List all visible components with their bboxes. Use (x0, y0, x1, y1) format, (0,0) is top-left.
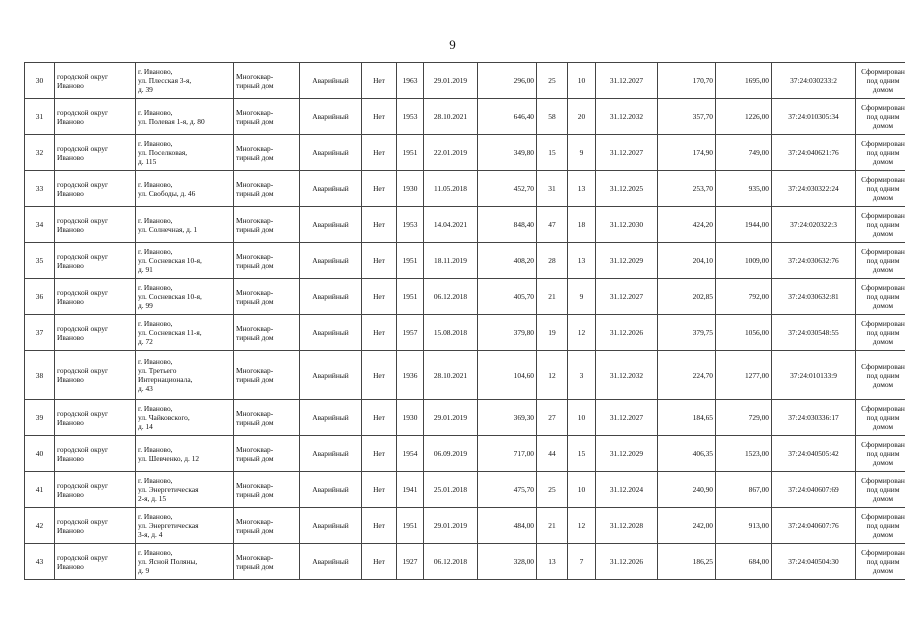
total-area-cell: 475,70 (478, 472, 537, 508)
table-row (25, 207, 905, 243)
total-area-cell: 452,70 (478, 171, 537, 207)
address-cell: г. Иваново, ул. Шевченко, д. 12 (136, 436, 234, 472)
row-number-cell: 39 (25, 400, 55, 436)
address-cell: г. Иваново, ул. Энергетическая 2-я, д. 15 (136, 472, 234, 508)
recognition-date-cell: 25.01.2018 (424, 472, 478, 508)
cadastral-number-cell: 37:24:040504:30 (772, 544, 856, 580)
residents-count-cell: 15 (537, 135, 568, 171)
table-row (25, 315, 905, 351)
flag-value-cell: Нет (362, 436, 397, 472)
land-area-cell: 1523,00 (716, 436, 772, 472)
area-value-cell: 357,70 (658, 99, 716, 135)
units-count-cell: 9 (568, 279, 596, 315)
residents-count-cell: 21 (537, 508, 568, 544)
residents-count-cell: 12 (537, 351, 568, 400)
address-cell: г. Иваново, ул. Плесская 3-я, д. 39 (136, 63, 234, 99)
building-type-cell: Многоквар- тирный дом (234, 63, 300, 99)
flag-value-cell: Нет (362, 508, 397, 544)
condition-status-cell: Аварийный (300, 508, 362, 544)
construction-year-cell: 1927 (397, 544, 424, 580)
flag-value-cell: Нет (362, 171, 397, 207)
table-row (25, 279, 905, 315)
resettlement-deadline-cell: 31.12.2029 (596, 243, 658, 279)
construction-year-cell: 1963 (397, 63, 424, 99)
municipality-cell: городской округ Иваново (55, 207, 136, 243)
municipality-cell: городской округ Иваново (55, 351, 136, 400)
total-area-cell: 349,80 (478, 135, 537, 171)
municipality-cell: городской округ Иваново (55, 315, 136, 351)
row-number-cell: 34 (25, 207, 55, 243)
condition-status-cell: Аварийный (300, 135, 362, 171)
cadastral-number-cell: 37:24:030632:81 (772, 279, 856, 315)
address-cell: г. Иваново, ул. Солнечная, д. 1 (136, 207, 234, 243)
address-cell: г. Иваново, ул. Свободы, д. 46 (136, 171, 234, 207)
table-row (25, 400, 905, 436)
land-plot-status-cell: Сформирован под одним домом (856, 436, 905, 472)
land-area-cell: 1695,00 (716, 63, 772, 99)
land-plot-status-cell: Сформирован под одним домом (856, 279, 905, 315)
table-row (25, 544, 905, 580)
condition-status-cell: Аварийный (300, 436, 362, 472)
municipality-cell: городской округ Иваново (55, 99, 136, 135)
land-plot-status-cell: Сформирован под одним домом (856, 135, 905, 171)
area-value-cell: 242,00 (658, 508, 716, 544)
building-type-cell: Многоквар- тирный дом (234, 436, 300, 472)
recognition-date-cell: 28.10.2021 (424, 351, 478, 400)
total-area-cell: 104,60 (478, 351, 537, 400)
cadastral-number-cell: 37:24:040621:76 (772, 135, 856, 171)
building-type-cell: Многоквар- тирный дом (234, 279, 300, 315)
area-value-cell: 424,20 (658, 207, 716, 243)
total-area-cell: 408,20 (478, 243, 537, 279)
land-area-cell: 1226,00 (716, 99, 772, 135)
residents-count-cell: 28 (537, 243, 568, 279)
municipality-cell: городской округ Иваново (55, 279, 136, 315)
row-number-cell: 42 (25, 508, 55, 544)
flag-value-cell: Нет (362, 207, 397, 243)
emergency-housing-table (24, 62, 905, 580)
land-plot-status-cell: Сформирован под одним домом (856, 99, 905, 135)
address-cell: г. Иваново, ул. Третьего Интернационала, д. 43 (136, 351, 234, 400)
recognition-date-cell: 06.09.2019 (424, 436, 478, 472)
units-count-cell: 12 (568, 508, 596, 544)
municipality-cell: городской округ Иваново (55, 135, 136, 171)
residents-count-cell: 31 (537, 171, 568, 207)
units-count-cell: 10 (568, 472, 596, 508)
construction-year-cell: 1951 (397, 508, 424, 544)
municipality-cell: городской округ Иваново (55, 400, 136, 436)
condition-status-cell: Аварийный (300, 315, 362, 351)
land-area-cell: 792,00 (716, 279, 772, 315)
residents-count-cell: 44 (537, 436, 568, 472)
residents-count-cell: 13 (537, 544, 568, 580)
land-plot-status-cell: Сформирован под одним домом (856, 544, 905, 580)
cadastral-number-cell: 37:24:020322:3 (772, 207, 856, 243)
resettlement-deadline-cell: 31.12.2032 (596, 99, 658, 135)
land-plot-status-cell: Сформирован под одним домом (856, 400, 905, 436)
condition-status-cell: Аварийный (300, 171, 362, 207)
cadastral-number-cell: 37:24:030336:17 (772, 400, 856, 436)
flag-value-cell: Нет (362, 99, 397, 135)
building-type-cell: Многоквар- тирный дом (234, 400, 300, 436)
page-number: 9 (449, 37, 456, 52)
building-type-cell: Многоквар- тирный дом (234, 135, 300, 171)
address-cell: г. Иваново, ул. Ясной Поляны, д. 9 (136, 544, 234, 580)
area-value-cell: 406,35 (658, 436, 716, 472)
building-type-cell: Многоквар- тирный дом (234, 351, 300, 400)
resettlement-deadline-cell: 31.12.2029 (596, 436, 658, 472)
residents-count-cell: 21 (537, 279, 568, 315)
residents-count-cell: 58 (537, 99, 568, 135)
recognition-date-cell: 22.01.2019 (424, 135, 478, 171)
construction-year-cell: 1953 (397, 207, 424, 243)
construction-year-cell: 1951 (397, 243, 424, 279)
cadastral-number-cell: 37:24:040607:69 (772, 472, 856, 508)
building-type-cell: Многоквар- тирный дом (234, 207, 300, 243)
building-type-cell: Многоквар- тирный дом (234, 243, 300, 279)
land-plot-status-cell: Сформирован под одним домом (856, 351, 905, 400)
condition-status-cell: Аварийный (300, 544, 362, 580)
row-number-cell: 30 (25, 63, 55, 99)
municipality-cell: городской округ Иваново (55, 243, 136, 279)
area-value-cell: 253,70 (658, 171, 716, 207)
construction-year-cell: 1941 (397, 472, 424, 508)
row-number-cell: 37 (25, 315, 55, 351)
condition-status-cell: Аварийный (300, 279, 362, 315)
address-cell: г. Иваново, ул. Чайковского, д. 14 (136, 400, 234, 436)
building-type-cell: Многоквар- тирный дом (234, 99, 300, 135)
table-row (25, 472, 905, 508)
condition-status-cell: Аварийный (300, 99, 362, 135)
units-count-cell: 13 (568, 171, 596, 207)
residents-count-cell: 25 (537, 63, 568, 99)
units-count-cell: 13 (568, 243, 596, 279)
total-area-cell: 717,00 (478, 436, 537, 472)
table-row (25, 508, 905, 544)
address-cell: г. Иваново, ул. Сосневская 10-я, д. 91 (136, 243, 234, 279)
resettlement-deadline-cell: 31.12.2026 (596, 315, 658, 351)
units-count-cell: 7 (568, 544, 596, 580)
recognition-date-cell: 29.01.2019 (424, 63, 478, 99)
land-plot-status-cell: Сформирован под одним домом (856, 243, 905, 279)
residents-count-cell: 47 (537, 207, 568, 243)
construction-year-cell: 1957 (397, 315, 424, 351)
land-plot-status-cell: Сформирован под одним домом (856, 207, 905, 243)
land-plot-status-cell: Сформирован под одним домом (856, 171, 905, 207)
municipality-cell: городской округ Иваново (55, 472, 136, 508)
land-area-cell: 935,00 (716, 171, 772, 207)
recognition-date-cell: 18.11.2019 (424, 243, 478, 279)
flag-value-cell: Нет (362, 351, 397, 400)
building-type-cell: Многоквар- тирный дом (234, 508, 300, 544)
construction-year-cell: 1936 (397, 351, 424, 400)
residents-count-cell: 27 (537, 400, 568, 436)
land-plot-status-cell: Сформирован под одним домом (856, 63, 905, 99)
row-number-cell: 40 (25, 436, 55, 472)
flag-value-cell: Нет (362, 472, 397, 508)
table-row (25, 99, 905, 135)
cadastral-number-cell: 37:24:040607:76 (772, 508, 856, 544)
table-row (25, 63, 905, 99)
cadastral-number-cell: 37:24:010305:34 (772, 99, 856, 135)
row-number-cell: 43 (25, 544, 55, 580)
row-number-cell: 36 (25, 279, 55, 315)
recognition-date-cell: 14.04.2021 (424, 207, 478, 243)
land-area-cell: 684,00 (716, 544, 772, 580)
row-number-cell: 33 (25, 171, 55, 207)
condition-status-cell: Аварийный (300, 351, 362, 400)
land-area-cell: 867,00 (716, 472, 772, 508)
recognition-date-cell: 29.01.2019 (424, 400, 478, 436)
land-area-cell: 1009,00 (716, 243, 772, 279)
construction-year-cell: 1930 (397, 171, 424, 207)
units-count-cell: 12 (568, 315, 596, 351)
address-cell: г. Иваново, ул. Полевая 1-я, д. 80 (136, 99, 234, 135)
total-area-cell: 848,40 (478, 207, 537, 243)
flag-value-cell: Нет (362, 544, 397, 580)
flag-value-cell: Нет (362, 400, 397, 436)
row-number-cell: 32 (25, 135, 55, 171)
total-area-cell: 646,40 (478, 99, 537, 135)
resettlement-deadline-cell: 31.12.2030 (596, 207, 658, 243)
condition-status-cell: Аварийный (300, 400, 362, 436)
flag-value-cell: Нет (362, 63, 397, 99)
flag-value-cell: Нет (362, 279, 397, 315)
table-row (25, 436, 905, 472)
row-number-cell: 31 (25, 99, 55, 135)
units-count-cell: 9 (568, 135, 596, 171)
row-number-cell: 35 (25, 243, 55, 279)
row-number-cell: 38 (25, 351, 55, 400)
total-area-cell: 405,70 (478, 279, 537, 315)
municipality-cell: городской округ Иваново (55, 171, 136, 207)
municipality-cell: городской округ Иваново (55, 63, 136, 99)
area-value-cell: 240,90 (658, 472, 716, 508)
total-area-cell: 379,80 (478, 315, 537, 351)
area-value-cell: 204,10 (658, 243, 716, 279)
address-cell: г. Иваново, ул. Сосневская 11-я, д. 72 (136, 315, 234, 351)
units-count-cell: 15 (568, 436, 596, 472)
condition-status-cell: Аварийный (300, 63, 362, 99)
resettlement-deadline-cell: 31.12.2027 (596, 279, 658, 315)
construction-year-cell: 1930 (397, 400, 424, 436)
table-row (25, 171, 905, 207)
cadastral-number-cell: 37:24:030322:24 (772, 171, 856, 207)
area-value-cell: 379,75 (658, 315, 716, 351)
building-type-cell: Многоквар- тирный дом (234, 171, 300, 207)
table-body (25, 63, 905, 580)
resettlement-deadline-cell: 31.12.2027 (596, 63, 658, 99)
construction-year-cell: 1951 (397, 279, 424, 315)
resettlement-deadline-cell: 31.12.2027 (596, 400, 658, 436)
cadastral-number-cell: 37:24:030632:76 (772, 243, 856, 279)
cadastral-number-cell: 37:24:040505:42 (772, 436, 856, 472)
resettlement-deadline-cell: 31.12.2025 (596, 171, 658, 207)
flag-value-cell: Нет (362, 243, 397, 279)
table-row (25, 243, 905, 279)
land-plot-status-cell: Сформирован под одним домом (856, 508, 905, 544)
construction-year-cell: 1951 (397, 135, 424, 171)
total-area-cell: 369,30 (478, 400, 537, 436)
area-value-cell: 170,70 (658, 63, 716, 99)
land-plot-status-cell: Сформирован под одним домом (856, 472, 905, 508)
building-type-cell: Многоквар- тирный дом (234, 544, 300, 580)
residents-count-cell: 19 (537, 315, 568, 351)
cadastral-number-cell: 37:24:030233:2 (772, 63, 856, 99)
address-cell: г. Иваново, ул. Сосневская 10-я, д. 99 (136, 279, 234, 315)
address-cell: г. Иваново, ул. Энергетическая 3-я, д. 4 (136, 508, 234, 544)
recognition-date-cell: 06.12.2018 (424, 544, 478, 580)
recognition-date-cell: 29.01.2019 (424, 508, 478, 544)
land-area-cell: 1277,00 (716, 351, 772, 400)
flag-value-cell: Нет (362, 315, 397, 351)
construction-year-cell: 1954 (397, 436, 424, 472)
condition-status-cell: Аварийный (300, 207, 362, 243)
total-area-cell: 296,00 (478, 63, 537, 99)
condition-status-cell: Аварийный (300, 243, 362, 279)
flag-value-cell: Нет (362, 135, 397, 171)
resettlement-deadline-cell: 31.12.2028 (596, 508, 658, 544)
resettlement-deadline-cell: 31.12.2032 (596, 351, 658, 400)
recognition-date-cell: 15.08.2018 (424, 315, 478, 351)
building-type-cell: Многоквар- тирный дом (234, 472, 300, 508)
condition-status-cell: Аварийный (300, 472, 362, 508)
row-number-cell: 41 (25, 472, 55, 508)
cadastral-number-cell: 37:24:030548:55 (772, 315, 856, 351)
residents-count-cell: 25 (537, 472, 568, 508)
recognition-date-cell: 11.05.2018 (424, 171, 478, 207)
municipality-cell: городской округ Иваново (55, 436, 136, 472)
land-area-cell: 749,00 (716, 135, 772, 171)
units-count-cell: 10 (568, 63, 596, 99)
total-area-cell: 484,00 (478, 508, 537, 544)
area-value-cell: 202,85 (658, 279, 716, 315)
land-area-cell: 1944,00 (716, 207, 772, 243)
land-area-cell: 1056,00 (716, 315, 772, 351)
area-value-cell: 184,65 (658, 400, 716, 436)
resettlement-deadline-cell: 31.12.2024 (596, 472, 658, 508)
recognition-date-cell: 28.10.2021 (424, 99, 478, 135)
municipality-cell: городской округ Иваново (55, 508, 136, 544)
land-plot-status-cell: Сформирован под одним домом (856, 315, 905, 351)
cadastral-number-cell: 37:24:010133:9 (772, 351, 856, 400)
land-area-cell: 913,00 (716, 508, 772, 544)
recognition-date-cell: 06.12.2018 (424, 279, 478, 315)
total-area-cell: 328,00 (478, 544, 537, 580)
units-count-cell: 3 (568, 351, 596, 400)
resettlement-deadline-cell: 31.12.2027 (596, 135, 658, 171)
construction-year-cell: 1953 (397, 99, 424, 135)
address-cell: г. Иваново, ул. Поселковая, д. 115 (136, 135, 234, 171)
units-count-cell: 10 (568, 400, 596, 436)
municipality-cell: городской округ Иваново (55, 544, 136, 580)
area-value-cell: 224,70 (658, 351, 716, 400)
area-value-cell: 174,90 (658, 135, 716, 171)
units-count-cell: 20 (568, 99, 596, 135)
table-row (25, 135, 905, 171)
land-area-cell: 729,00 (716, 400, 772, 436)
building-type-cell: Многоквар- тирный дом (234, 315, 300, 351)
table-row (25, 351, 905, 400)
resettlement-deadline-cell: 31.12.2026 (596, 544, 658, 580)
units-count-cell: 18 (568, 207, 596, 243)
area-value-cell: 186,25 (658, 544, 716, 580)
